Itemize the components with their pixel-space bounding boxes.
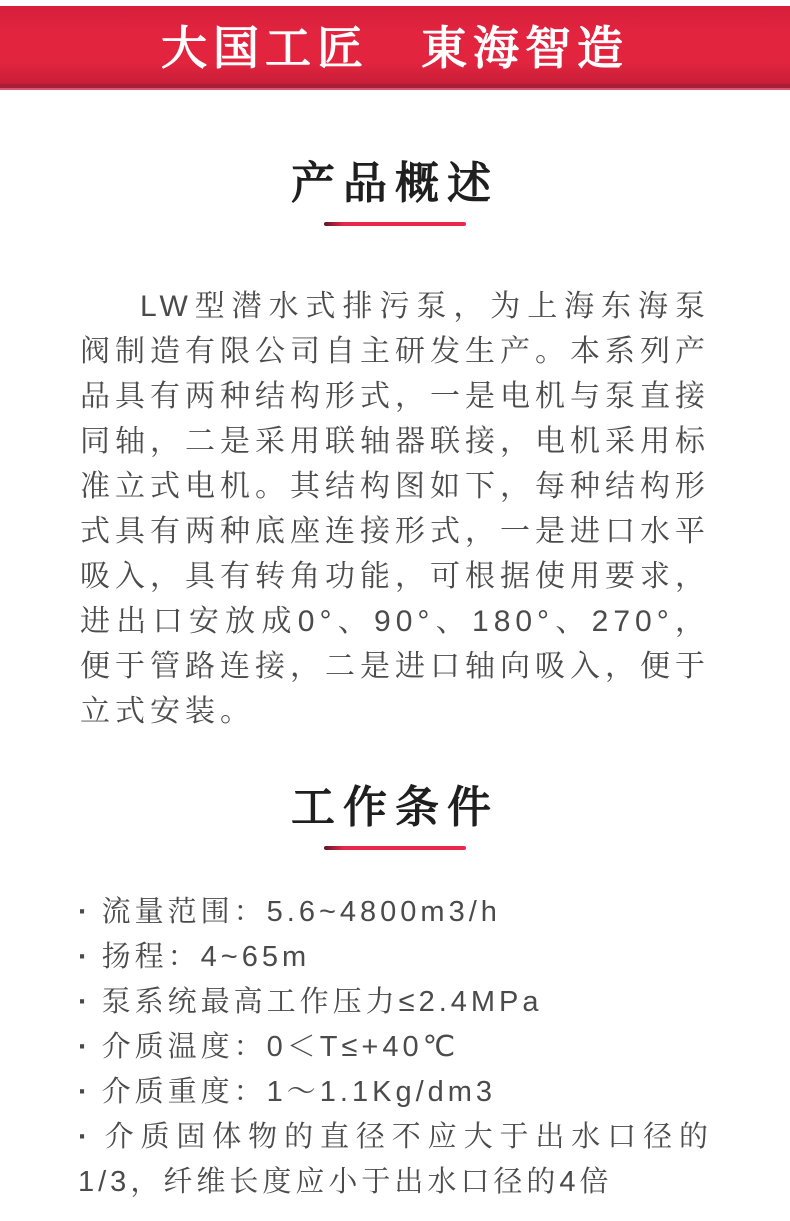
conditions-title-underline xyxy=(324,846,466,850)
list-item xyxy=(78,1115,712,1205)
overview-title-underline xyxy=(324,222,466,226)
bullet-dot-icon xyxy=(78,1121,102,1153)
condition-text: 泵系统最高工作压力≤2.4MPa xyxy=(101,986,543,1018)
list-item xyxy=(78,890,712,935)
bullet-dot-icon xyxy=(78,1031,102,1063)
condition-text: 扬程：4~65m xyxy=(101,941,311,973)
overview-title: 产品概述 xyxy=(291,159,499,208)
bullet-dot-icon xyxy=(78,941,102,973)
bullet-dot-icon xyxy=(78,896,102,928)
list-item xyxy=(78,935,712,980)
condition-text: 介质重度：1～1.1Kg/dm3 xyxy=(101,1076,497,1108)
section-conditions xyxy=(0,782,790,1205)
list-item xyxy=(78,1025,712,1070)
condition-text: 流量范围：5.6~4800m3/h xyxy=(101,896,501,928)
condition-text: 介质固体物的直径不应大于出水口径的1/3，纤维长度应小于出水口径的4倍 xyxy=(78,1121,712,1198)
banner-title: 大国工匠 東海智造 xyxy=(161,22,629,74)
list-item xyxy=(78,980,712,1025)
top-banner xyxy=(0,6,790,88)
bullet-dot-icon xyxy=(78,1076,102,1108)
conditions-list xyxy=(78,890,712,1205)
overview-paragraph: LW型潜水式排污泵，为上海东海泵阀制造有限公司自主研发生产。本系列产品具有两种结构形式，一是电机与泵直接同轴，二是采用联轴器联接，电机采用标准立式电机。其结构图如下，每种结构形式具有两种底座连接形式，一是进口水平吸入，具有转角功能，可根据使用要求，进出口安放成0°、90°、180°、270°，便于管路连接，二是进口轴向吸入，便于立式安装。 xyxy=(80,290,710,728)
list-item xyxy=(78,1070,712,1115)
condition-text: 介质温度：0＜T≤+40℃ xyxy=(101,1031,460,1063)
section-overview xyxy=(0,158,790,734)
conditions-title: 工作条件 xyxy=(291,783,499,832)
bullet-dot-icon xyxy=(78,986,102,1018)
